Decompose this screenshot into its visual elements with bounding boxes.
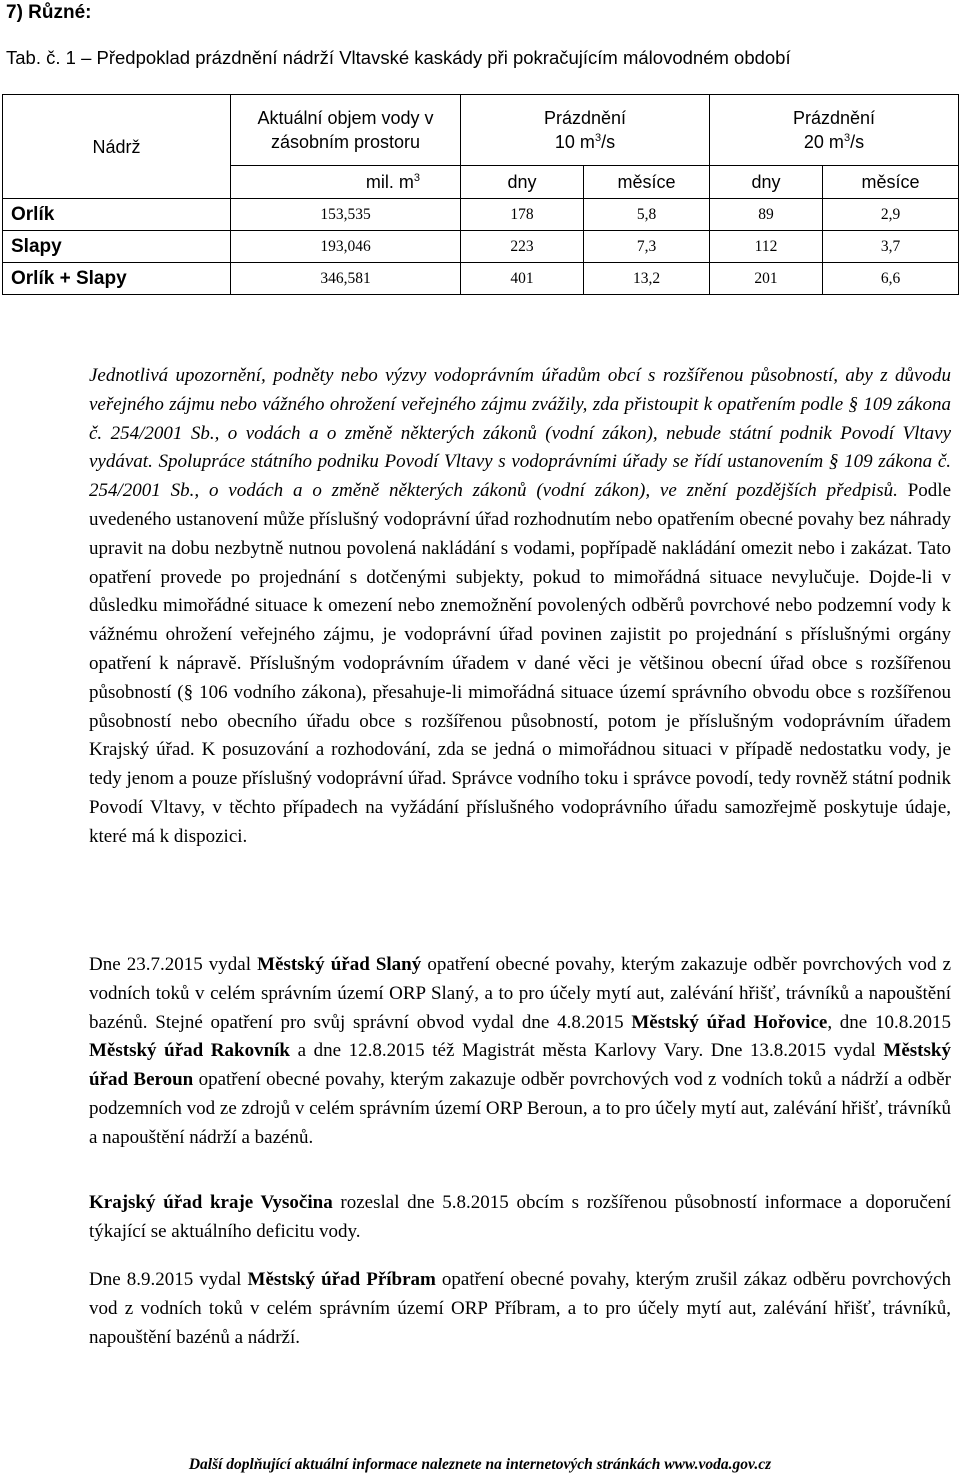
legal-body-text: Podle uvedeného ustanovení může příslušný vodoprávní úřad rozhodnutím nebo opatřením obecné povahy bez náhrady upravit na dobu nezbytně nutnou povolená nakládání s vodami, popřípadě nakládání omezit nebo i zakázat. Tato opatření provede po projednání s dotčenými subjekty, pokud to mimořádná situace nevylučuje. Dojde-li v důsledku mimořádné situace k omezení nebo znemožnění povolených odběrů povrchové nebo podzemní vody k vážnému ohrožení veřejného zájmu, je vodoprávní úřad povinen zajistit po projednání s příslušnými orgány opatření k nápravě. Příslušným vodoprávním úřadem v dané věci je většinou obecní úřad obce s rozšířenou působností (§ 106 vodního zákona), přesahuje-li mimořádná situace území správního obvodu obce s rozšířenou působností nebo obecního úřadu obce s rozšířenou působností, potom je příslušným vodoprávním úřadem Krajský úřad. K posuzování a rozhodování, zda se jedná o mimořádnou situaci v případě nedostatku vody, je tedy jenom a pouze příslušný vodoprávní úřad. Správce vodního toku i správce povodí, tedy rovněž státní podnik Povodí Vltavy, v těchto případech na vyžádání příslušného vodoprávního úřadu samozřejmě poskytuje údaje, které má k dispozici. <box>89 480 952 847</box>
cell-days-20: 112 <box>710 231 823 263</box>
authority-slany: Městský úřad Slaný <box>257 954 422 975</box>
table-caption: Tab. č. 1 – Předpoklad prázdnění nádrží Vltavské kaskády při pokračujícím málovodném období <box>6 47 791 68</box>
paragraph-pribram: Dne 8.9.2015 vydal Městský úřad Příbram opatření obecné povahy, kterým zrušil zákaz odběru povrchových vod z vodních toků v celém správním území ORP Příbram, a to pro účely mytí aut, zalévání hřišť, trávníků, napouštění bazénů a nádrží. <box>89 1269 951 1348</box>
cell-months-20: 3,7 <box>823 231 959 263</box>
cell-months-20: 2,9 <box>823 199 959 231</box>
paragraph-municipal-measures: Dne 23.7.2015 vydal Městský úřad Slaný opatření obecné povahy, kterým zakazuje odběr povrchových vod z vodních toků v celém správním území ORP Slaný, a to pro účely mytí aut, zalévání hřišť, trávníků a napouštění bazénů. Stejné opatření pro svůj správní obvod vydal dne 4.8.2015 Městský úřad Hořovice, dne 10.8.2015 Městský úřad Rakovník a dne 12.8.2015 též Magistrát města Karlovy Vary. Dne 13.8.2015 vydal Městský úřad Beroun opatření obecné povahy, kterým zakazuje odběr povrchových vod z vodních toků a nádrží a odběr podzemních vod ze zdrojů v celém správním území ORP Beroun, a to pro účely mytí aut, zalévání hřišť, trávníků a napouštění nádrží a bazénů. <box>89 954 952 1148</box>
table-row <box>3 199 959 231</box>
cell-days-10: 178 <box>461 199 584 231</box>
page-footer: Další doplňující aktuální informace naleznete na internetových stránkách www.voda.gov.cz <box>188 1456 772 1473</box>
unit-days-20: dny <box>710 166 823 199</box>
cell-months-20: 6,6 <box>823 263 959 295</box>
header-volume: Aktuální objem vody v zásobním prostoru <box>231 95 461 166</box>
legal-italic-text: Jednotlivá upozornění, podněty nebo výzvy vodoprávním úřadům obcí s rozšířenou působností, aby z důvodu veřejného zájmu nebo vážného ohrožení veřejného zájmu zvážily, zda přistoupit k opatřením podle § 109 zákona č. 254/2001 Sb., o vodách a o změně některých zákonů (vodní zákon), nebude státní podnik Povodí Vltavy vydávat. Spolupráce státního podniku Povodí Vltavy s vodoprávními úřady se řídí ustanovením § 109 zákona č. 254/2001 Sb., o vodách a o změně některých zákonů (vodní zákon), ve znění pozdějších předpisů. <box>89 365 951 502</box>
cell-days-20: 89 <box>710 199 823 231</box>
paragraph-vysocina: Krajský úřad kraje Vysočina rozeslal dne 5.8.2015 obcím s rozšířenou působností informace a doporučení týkající se aktuálního deficitu vody. <box>89 1192 951 1242</box>
authority-pribram: Městský úřad Příbram <box>247 1269 436 1290</box>
header-drain-20: Prázdnění 20 $m^3/s$ <box>710 95 959 166</box>
unit-months-10: měsíce <box>584 166 710 199</box>
authority-beroun: Městský úřad Beroun <box>89 1040 951 1091</box>
cell-months-10: 7,3 <box>584 231 710 263</box>
authority-horovice: Městský úřad Hořovice <box>631 1011 828 1033</box>
table-header-row <box>3 95 959 166</box>
reservoir-table <box>2 94 959 295</box>
cell-volume: 153,535 <box>231 199 461 231</box>
paragraph-legal-basis <box>89 362 951 852</box>
cell-volume: 346,581 <box>231 263 461 295</box>
cell-months-10: 13,2 <box>584 263 710 295</box>
row-name: Orlík <box>3 199 231 231</box>
row-name: Orlík + Slapy <box>3 263 231 295</box>
unit-days-10: dny <box>461 166 584 199</box>
unit-volume: mil. $m^3$ <box>231 166 461 199</box>
cell-days-10: 223 <box>461 231 584 263</box>
table-row <box>3 263 959 295</box>
section-heading: 7) Různé: <box>6 2 92 23</box>
row-name: Slapy <box>3 231 231 263</box>
header-drain-10: Prázdnění 10 $m^3/s$ <box>461 95 710 166</box>
authority-rakovnik: Městský úřad Rakovník <box>89 1040 290 1062</box>
cell-volume: 193,046 <box>231 231 461 263</box>
cell-days-20: 201 <box>710 263 823 295</box>
cell-days-10: 401 <box>461 263 584 295</box>
header-reservoir: Nádrž <box>3 95 231 199</box>
authority-vysocina: Krajský úřad kraje Vysočina <box>89 1192 333 1213</box>
table-row <box>3 231 959 263</box>
unit-months-20: měsíce <box>823 166 959 199</box>
cell-months-10: 5,8 <box>584 199 710 231</box>
